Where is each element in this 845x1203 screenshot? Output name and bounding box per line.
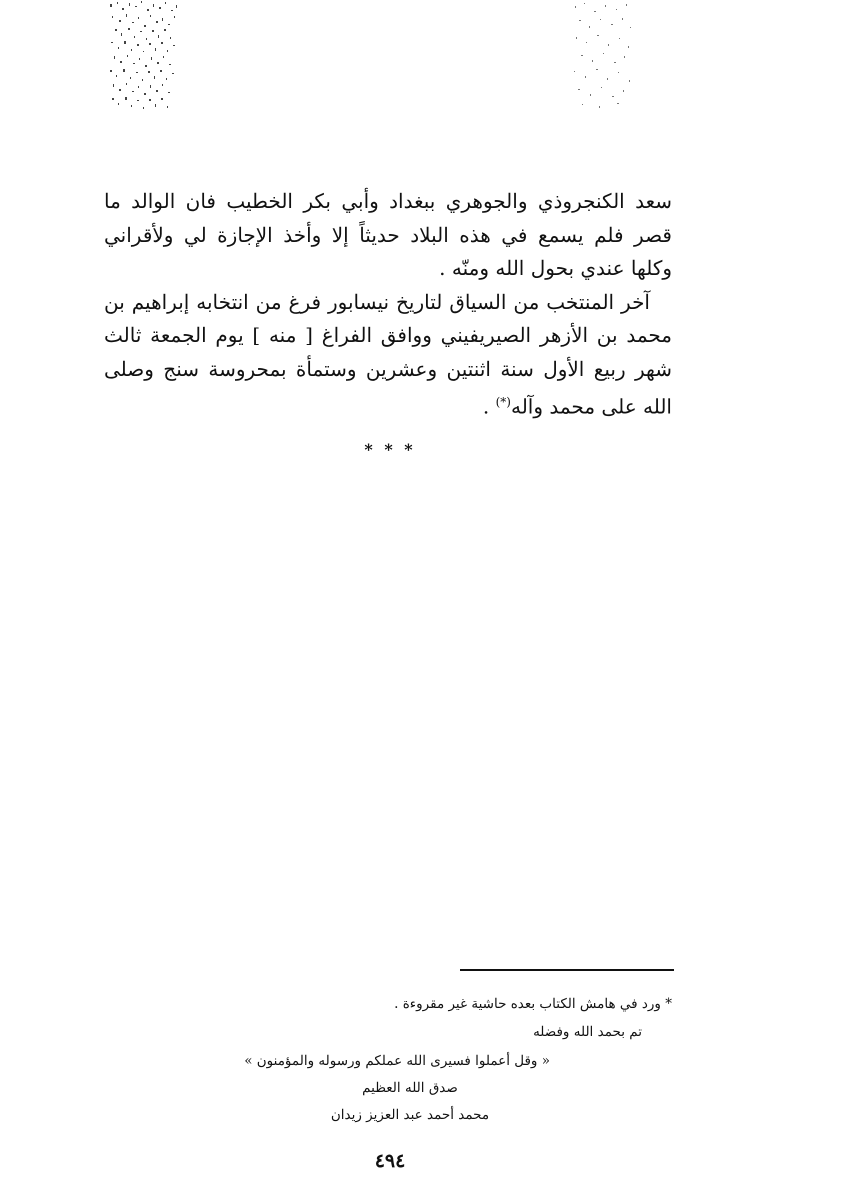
main-text-block [104,185,672,424]
section-divider: * * * [364,440,416,459]
page-number: ٤٩٤ [374,1150,406,1172]
main-paragraph-continuation: سعد الكنجروذي والجوهري ببغداد وأبي بكر الخطيب فان الوالد ما قصر فلم يسمع في هذه البلاد حديثاً إلا وأخذ الإجازة لي ولأقراني وكلها عندي بحول الله ومنّه . [104,189,672,280]
scan-speckle-left [108,0,180,112]
footnote-reference: (*) [495,395,511,409]
colophon-end-mark: . [482,394,490,419]
scan-noise-graphic [572,0,634,112]
colophon-text: آخر المنتخب من السياق لتاريخ نيسابور فرغ من انتخابه إبراهيم بن محمد بن الأزهر الصيريفيني ووافق الفراغ [ منه ] يوم الجمعة ثالث شهر ربيع الأول سنة اثنتين وعشرين وستمأة بمحروسة سنج وصلى الله على محمد وآله [104,289,672,419]
footnote-editor-name: محمد أحمد عبد العزيز زيدان [330,1107,490,1123]
footnote-separator [460,969,674,971]
scan-noise-graphic [108,0,180,112]
scan-speckle-right [572,0,634,112]
footnote-note: * ورد في هامش الكتاب بعده حاشية غير مقروءة . [394,996,672,1012]
main-paragraph-colophon [104,286,672,425]
footnote-quran-verse: « وقل أعملوا فسيرى الله عملكم ورسوله والمؤمنون » [244,1053,550,1069]
footnote-completion: تم بحمد الله وفضله [533,1024,642,1040]
footnote-verse-closing: صدق الله العظيم [362,1080,458,1096]
